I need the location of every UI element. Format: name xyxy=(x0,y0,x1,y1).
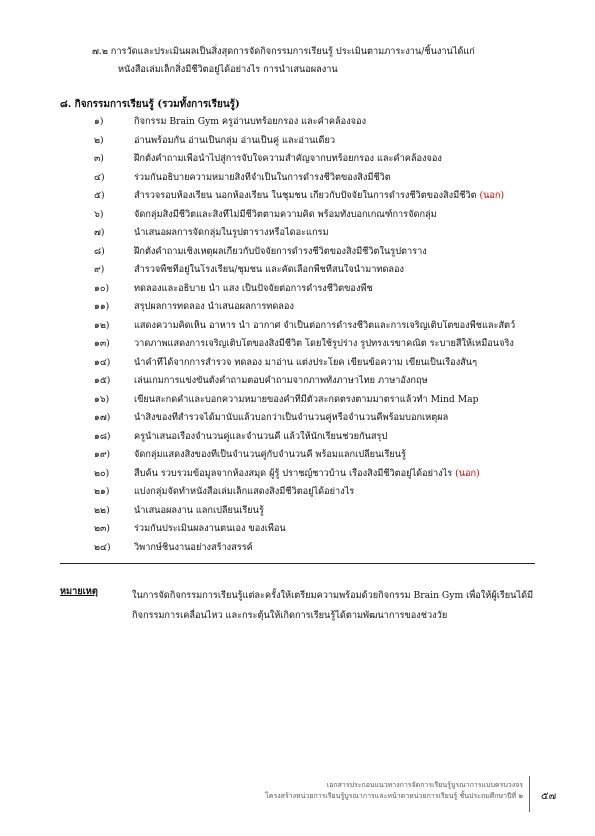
activity-text-wrap xyxy=(134,301,564,313)
activity-text-wrap xyxy=(134,486,564,498)
activity-number: ๑๖) xyxy=(94,393,110,405)
activity-number: ๑๐) xyxy=(94,282,110,294)
activity-item xyxy=(94,412,564,431)
activity-text-wrap xyxy=(134,394,564,406)
note-text: ในการจัดกิจกรรมการเรียนรู้แต่ละครั้งให้เตรียมความพร้อมด้วยกิจกรรม Brain Gym เพื่อให้ผู้เรียนได้มีกิจกรรมการเคลื่อนไหว และกระตุ้นให้เกิดการเรียนรู้ได้ตามพัฒนาการของช่วงวัย xyxy=(132,590,534,621)
activity-item xyxy=(94,394,564,413)
activity-number: ๕) xyxy=(94,190,105,201)
activity-number: ๒) xyxy=(94,134,104,146)
activity-number: ๑๒) xyxy=(94,319,110,331)
activity-item xyxy=(94,357,564,376)
intro-block xyxy=(92,46,552,76)
activity-number: ๒๐) xyxy=(94,467,110,479)
activity-text-wrap xyxy=(134,116,564,128)
activity-item xyxy=(94,209,564,228)
activity-item xyxy=(94,523,564,542)
activity-number: ๓) xyxy=(94,153,104,164)
activity-text: นำคำที่ได้จากการสำรวจ ทดลอง มาอ่าน แต่งประโยค เขียนข้อความ เขียนเป็นเรื่องสั้นๆ xyxy=(134,356,478,368)
activity-item xyxy=(94,116,564,135)
activity-text: ฝึกตั้งคำถามเพื่อนำไปสู่การจับใจความสำคัญจากบทร้อยกรอง และคำคล้องจอง xyxy=(134,153,442,164)
activity-number: ๘) xyxy=(94,245,105,257)
footer-line-2: โครงสร้างหน่วยการเรียนรู้บูรณาการและหน้าตาหน่วยการเรียนรู้ ชั้นประถมศึกษาปีที่ ๒ xyxy=(265,792,523,800)
activity-text: ทดลองและอธิบาย น้ำ แสง เป็นปัจจัยต่อการดำรงชีวิตของพืช xyxy=(134,282,373,294)
activity-text: นำสิ่งของที่สำรวจได้มานับแล้วบอกว่าเป็นจำนวนคู่หรือจำนวนคี่พร้อมบอกเหตุผล xyxy=(134,412,449,423)
intro-line-1: ๗.๒ การวัดและประเมินผลเป็นสิ่งสุดการจัดกิจกรรมการเรียนรู้ ประเมินตามภาระงาน/ชิ้นงานได้แก่ xyxy=(92,46,475,57)
activity-text: จัดกลุ่มแสดงสิ่งของที่เป็นจำนวนคู่กับจำนวนคี่ พร้อมแลกเปลี่ยนเรียนรู้ xyxy=(134,449,407,460)
activity-item xyxy=(94,542,564,561)
activity-text-wrap xyxy=(134,283,564,295)
activity-text: สำรวจรอบห้องเรียน นอกห้องเรียน ในชุมชน เกี่ยวกับปัจจัยในการดำรงชีวิตของสิ่งมีชีวิต xyxy=(134,190,477,201)
activity-item xyxy=(94,227,564,246)
activity-text: ร่วมกันประเมินผลงานตนเอง ของเพื่อน xyxy=(134,523,286,534)
note-label: หมายเหตุ xyxy=(60,586,98,597)
activity-text-wrap xyxy=(134,172,564,184)
activity-text-wrap xyxy=(134,209,564,221)
activity-text-wrap xyxy=(134,542,564,554)
activity-item xyxy=(94,505,564,524)
activity-text-wrap xyxy=(134,412,564,424)
activity-text-wrap xyxy=(134,468,564,480)
outside-class-marker: (นอก) xyxy=(479,190,505,201)
footer-separator xyxy=(529,776,530,812)
activity-item xyxy=(94,301,564,320)
activity-text-wrap xyxy=(134,264,564,276)
activity-text: สรุปผลการทดลอง นำเสนอผลการทดลอง xyxy=(134,301,294,312)
activity-text: เขียนสะกดคำและบอกความหมายของคำที่มีตัวสะกดตรงตามมาตราแล้วทำ Mind Map xyxy=(134,393,479,405)
activity-number: ๑๓) xyxy=(94,338,110,349)
activity-number: ๒๔) xyxy=(94,541,111,553)
activity-text-wrap xyxy=(134,505,564,517)
activity-number: ๑๘) xyxy=(94,430,111,442)
activity-text: ครูนำเสนอเรื่องจำนวนคู่และจำนวนคี่ แล้วให้นักเรียนช่วยกันสรุป xyxy=(134,430,388,442)
activity-text-wrap xyxy=(134,190,564,202)
activity-text: ร่วมกันอธิบายความหมายสิ่งที่จำเป็นในการดำรงชีวิตของสิ่งมีชีวิต xyxy=(134,171,391,183)
activity-text: วาดภาพแสดงการเจริญเติบโตของสิ่งมีชีวิต โดยใช้รูปร่าง รูปทรงเรขาคณิต ระบายสีให้เหมือนจริง xyxy=(134,338,514,349)
activity-text: เล่นเกมการแข่งขันตั้งคำถามตอบคำถามจากภาพทั้งภาษาไทย ภาษาอังกฤษ xyxy=(134,375,428,386)
activity-item xyxy=(94,320,564,339)
activity-item xyxy=(94,449,564,468)
activity-number: ๑๔) xyxy=(94,356,111,368)
activity-number: ๑๙) xyxy=(94,449,111,460)
activity-text-wrap xyxy=(134,375,564,387)
activity-text-wrap xyxy=(134,338,564,350)
activity-item xyxy=(94,375,564,394)
activity-item xyxy=(94,431,564,450)
activity-item xyxy=(94,468,564,487)
activity-text: จัดกลุ่มสิ่งมีชีวิตและสิ่งที่ไม่มีชีวิตตามความคิด พร้อมทั้งบอกเกณฑ์การจัดกลุ่ม xyxy=(134,208,437,220)
activity-text: กิจกรรม Brain Gym ครูอ่านบทร้อยกรอง และคำคล้องจอง xyxy=(134,116,367,127)
activity-number: ๑๗) xyxy=(94,412,111,423)
activity-text-wrap xyxy=(134,431,564,443)
activity-text: วิพากษ์ชิ้นงานอย่างสร้างสรรค์ xyxy=(134,541,253,553)
activity-text: นำเสนอผลงาน แลกเปลี่ยนเรียนรู้ xyxy=(134,504,264,516)
activity-item xyxy=(94,153,564,172)
divider xyxy=(60,563,535,564)
page-number: ๕๗ xyxy=(541,791,557,802)
activity-number: ๙) xyxy=(94,264,105,275)
activity-number: ๑๕) xyxy=(94,375,111,386)
activity-item xyxy=(94,283,564,302)
activity-item xyxy=(94,172,564,191)
activity-text-wrap xyxy=(134,449,564,461)
activity-text-wrap xyxy=(134,523,564,535)
activity-item xyxy=(94,190,564,209)
activity-number: ๗) xyxy=(94,227,105,238)
intro-line-2: หนังสือเล่มเล็กสิ่งมีชีวิตอยู่ได้อย่างไร การนำเสนอผลงาน xyxy=(118,64,338,75)
activity-text-wrap xyxy=(134,246,564,258)
footer xyxy=(265,780,523,802)
activity-number: ๔) xyxy=(94,171,105,183)
activity-item xyxy=(94,264,564,283)
activity-list xyxy=(94,116,564,560)
activity-text: แสดงความคิดเห็น อาหาร น้ำ อากาศ จำเป็นต่อการดำรงชีวิตและการเจริญเติบโตของพืชและสัตว์ xyxy=(134,319,516,331)
footer-line-1: เอกสารประกอบแนวทางการจัดการเรียนรู้บูรณาการแบบครบวงจร xyxy=(326,781,523,789)
activity-number: ๖) xyxy=(94,208,104,220)
activity-text: แบ่งกลุ่มจัดทำหนังสือเล่มเล็กแสดงสิ่งมีชีวิตอยู่ได้อย่างไร xyxy=(134,486,355,497)
activity-item xyxy=(94,338,564,357)
activity-text-wrap xyxy=(134,320,564,332)
activity-item xyxy=(94,246,564,265)
activity-text: สืบค้น รวบรวมข้อมูลจากห้องสมุด ผู้รู้ ปราชญ์ชาวบ้าน เรื่องสิ่งมีชีวิตอยู่ได้อย่างไร xyxy=(134,467,453,479)
activity-text: นำเสนอผลการจัดกลุ่มในรูปตารางหรือไดอะแกรม xyxy=(134,227,329,238)
activity-text-wrap xyxy=(134,357,564,369)
activity-text: สำรวจพืชที่อยู่ในโรงเรียน/ชุมชน และคัดเลือกพืชที่สนใจนำมาทดลอง xyxy=(134,264,405,275)
outside-class-marker: (นอก) xyxy=(455,467,480,479)
activity-item xyxy=(94,135,564,154)
activity-text-wrap xyxy=(134,227,564,239)
activity-number: ๒๓) xyxy=(94,523,110,534)
activity-text: ฝึกตั้งคำถามเชิงเหตุผลเกี่ยวกับปัจจัยการดำรงชีวิตของสิ่งมีชีวิตในรูปตาราง xyxy=(134,245,427,257)
activity-text-wrap xyxy=(134,153,564,165)
activity-number: ๒๒) xyxy=(94,504,110,516)
activity-item xyxy=(94,486,564,505)
activity-number: ๑๑) xyxy=(94,301,110,312)
section-heading: ๘. กิจกรรมการเรียนรู้ (รวมทั้งการเรียนรู้) xyxy=(60,99,240,110)
activity-text-wrap xyxy=(134,135,564,147)
activity-number: ๑) xyxy=(94,116,104,127)
activity-number: ๒๑) xyxy=(94,486,110,497)
activity-text: อ่านพร้อมกัน อ่านเป็นกลุ่ม อ่านเป็นคู่ และอ่านเดี่ยว xyxy=(134,134,336,146)
